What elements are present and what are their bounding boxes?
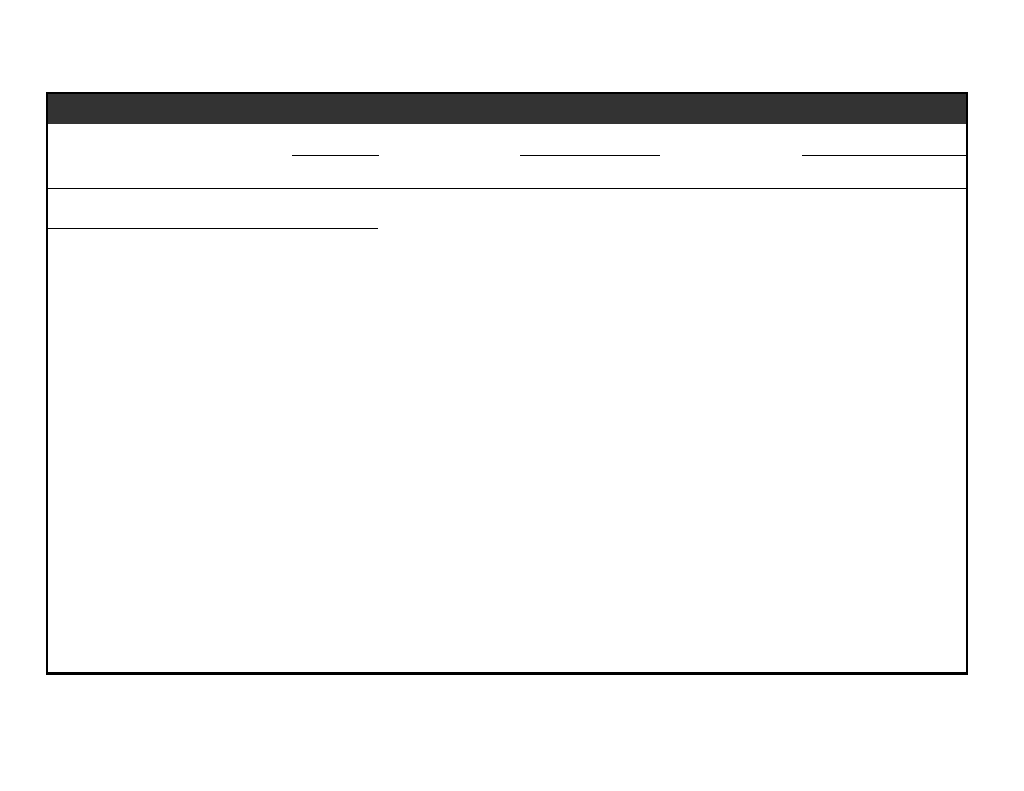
inspection-form (46, 92, 968, 675)
unit-field[interactable] (292, 155, 379, 156)
title-bar (48, 94, 966, 124)
section-divider (48, 188, 966, 189)
inspector-field[interactable] (802, 155, 966, 156)
building-description-field[interactable] (520, 155, 660, 156)
item-header-top-rule (48, 228, 378, 229)
